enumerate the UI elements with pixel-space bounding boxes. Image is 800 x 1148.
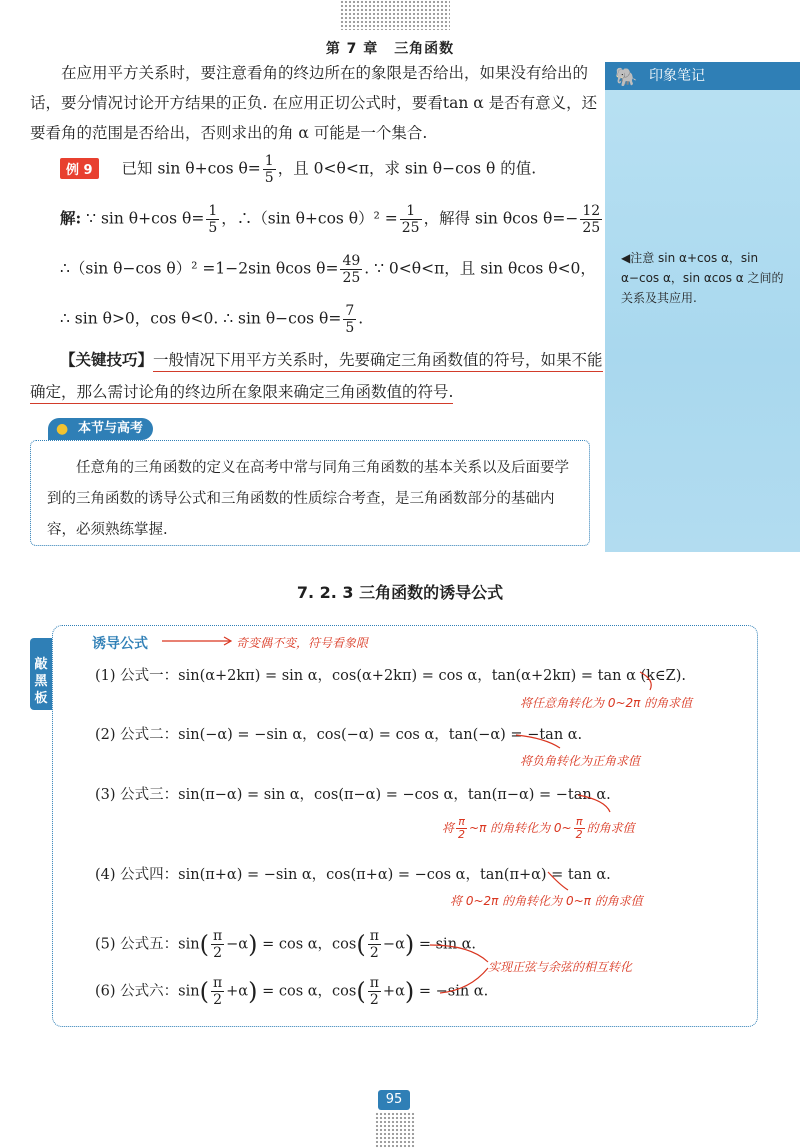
key-tip-text: 一般情况下用平方关系时，先要确定三角函数值的符号，如果不能 (153, 351, 603, 372)
key-tip-line-1 (60, 348, 603, 370)
formula-3: (3) 公式三：sin(π−α) = sin α，cos(π−α) = −cos α，tan(π−α) = −tan α. (95, 787, 611, 803)
key-tip-label: 【关键技巧】 (60, 350, 154, 369)
footer-decoration (375, 1112, 415, 1148)
formula-2: (2) 公式二：sin(−α) = −sin α，cos(−α) = cos α，tan(−α) = −tan α. (95, 727, 583, 743)
formula-6: (6) 公式六：sin( $\frac{\pi}{2}$ +α) = cos α，cos( $\frac{\pi}{2}$ +α) = −sin α. (95, 975, 489, 1008)
gaokao-box: 任意角的三角函数的定义在高考中常与同角三角函数的基本关系以及后面要学到的三角函数的诱导公式和三角函数的性质综合考查，是三角函数部分的基础内容，必须熟练掌握. (30, 440, 590, 546)
sidebar-note: ◀注意 sin α+cos α，sin α−cos α，sin αcos α 之间的关系及其应用. (621, 251, 784, 305)
notes-sidebar (605, 62, 800, 552)
fraction: $\frac{1}{25}$ (401, 203, 420, 236)
page-number: 95 (378, 1090, 410, 1110)
formula-56-note: 实现正弦与余弦的相互转化 (488, 960, 633, 974)
formula-4-note: 将 0~2π 的角转化为 0~π 的角求值 (450, 894, 643, 908)
chapter-number: 第 7 章 (325, 41, 379, 57)
solution-line-2: ∴（sin θ−cos θ）² =1−2sin θcos θ= $\frac{49}{25}$ . ∵ 0<θ<π，且 sin θcos θ<0， (60, 253, 596, 286)
formula-1: (1) 公式一：sin(α+2kπ) = sin α，cos(α+2kπ) = cos α，tan(α+2kπ) = tan α (k∈Z). (95, 668, 687, 684)
key-tip-line-2: 确定，那么需讨论角的终边所在象限来确定三角函数值的符号. (30, 380, 453, 402)
side-tab: 敲黑板 (30, 638, 52, 710)
fraction: $\frac{12}{25}$ (582, 203, 601, 236)
chapter-header (0, 38, 780, 58)
chapter-title: 三角函数 (394, 41, 455, 57)
acorn-icon: ● (56, 421, 69, 437)
formula-2-note: 将负角转化为正角求值 (520, 754, 641, 768)
solution-line-3: ∴ sin θ>0，cos θ<0. ∴ sin θ−cos θ= $\frac{7}{5}$ . (60, 303, 364, 336)
fraction: $\frac{7}{5}$ (345, 303, 355, 336)
fraction: $\frac{49}{25}$ (342, 253, 361, 286)
intro-paragraph: 在应用平方关系时，要注意看角的终边所在的象限是否给出，如果没有给出的话，要分情况讨论开方结果的正负. 在应用正切公式时，要看tan α 是否有意义，还要看角的范围是否给出，否则求出的角 α 可能是一个集合. (30, 64, 598, 142)
formula-5: (5) 公式五：sin( $\frac{\pi}{2}$ −α) = cos α，cos( $\frac{\pi}{2}$ −α) = sin α. (95, 928, 477, 961)
fraction: $\frac{1}{5}$ (208, 203, 218, 236)
formula-label-note: 奇变偶不变，符号看象限 (236, 636, 369, 650)
formula-1-note: 将任意角转化为 0~2π 的角求值 (520, 696, 693, 710)
solution-line-1: 解: ∵ sin θ+cos θ= $\frac{1}{5}$ ，∴（sin θ+cos θ）² = $\frac{1}{25}$ ，解得 sin θcos θ=− $\frac{12}{25}$ (60, 203, 601, 236)
gaokao-tab: ● 本节与高考 (48, 418, 153, 440)
solution-label: 解: (60, 208, 82, 228)
fraction: $\frac{1}{5}$ (264, 153, 274, 186)
elephant-icon: 🐘 (615, 67, 638, 88)
example-statement: 例 9 已知 sin θ+cos θ= $\frac{1}{5}$ ，且 0<θ<π，求 sin θ−cos θ 的值. (60, 153, 536, 186)
formula-4: (4) 公式四：sin(π+α) = −sin α，cos(π+α) = −cos α，tan(π+α) = tan α. (95, 867, 611, 883)
sidebar-title: 🐘 印象笔记 (605, 62, 800, 90)
example-badge: 例 9 (60, 158, 99, 179)
header-decoration (340, 0, 450, 30)
formula-3-note: 将 $\frac{\pi}{2}$ ~π 的角转化为 0~ $\frac{\pi}{2}$ 的角求值 (442, 815, 635, 841)
formula-label: 诱导公式 (92, 636, 148, 652)
section-title: 7. 2. 3 三角函数的诱导公式 (296, 583, 504, 602)
formula-box (52, 625, 758, 1027)
